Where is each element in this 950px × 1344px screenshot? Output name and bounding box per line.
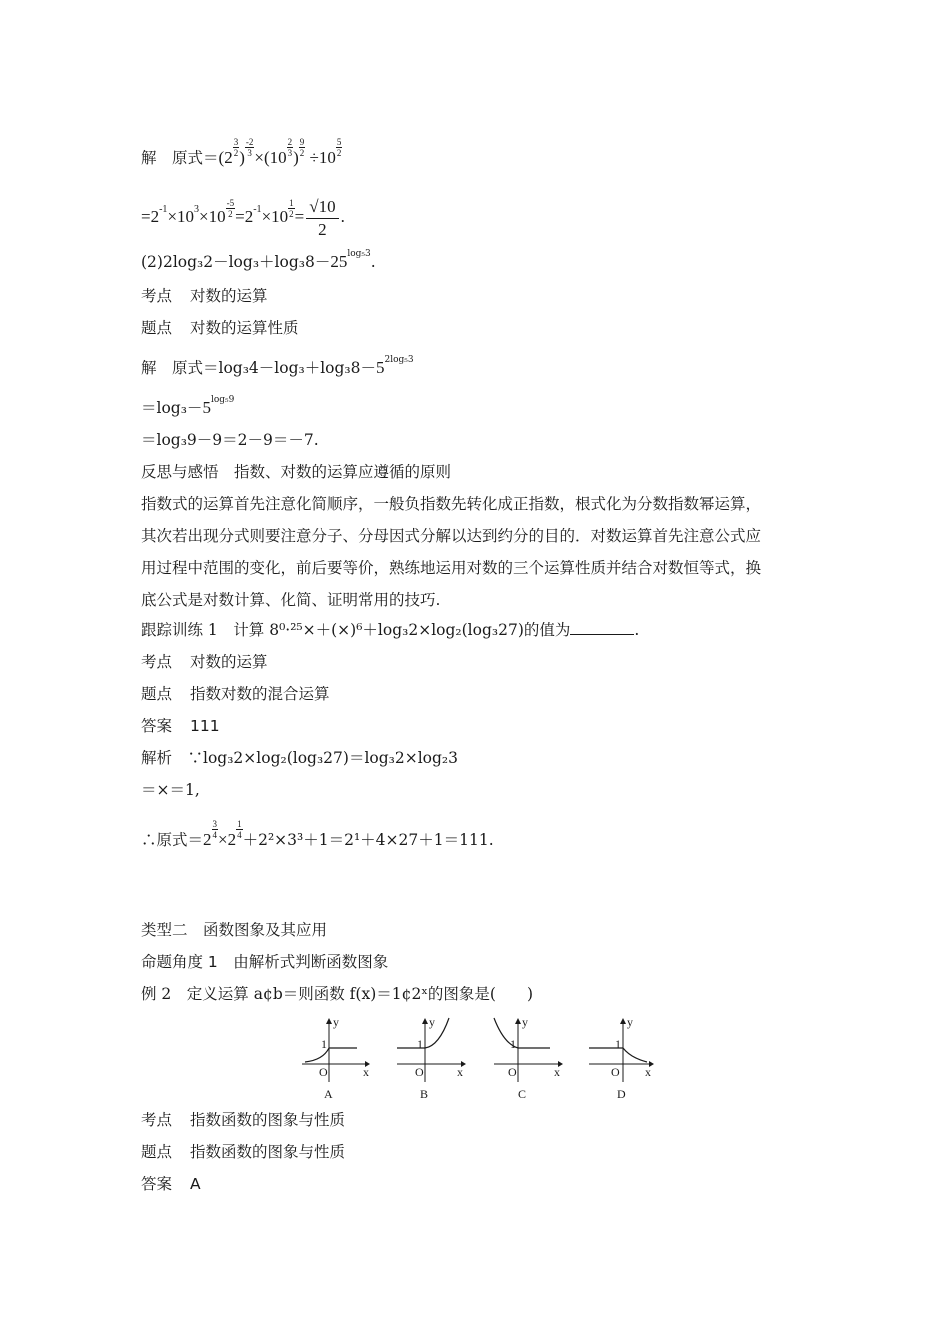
- solution-line-2: [141, 196, 345, 241]
- answer-blank: [570, 620, 634, 635]
- formula-2: $=2^{-1}\times 10^3\times 10$ $\frac{-5}{2}$ $=2^{-1}\times 10$ $\frac{1}{2}$ = $\frac{√10}{2}$ .: [141, 197, 345, 239]
- graph-a-label: A: [324, 1087, 333, 1101]
- tidian-2: 题点 指数对数的混合运算: [141, 685, 330, 703]
- reflection-heading: 反思与感悟 指数、对数的运算应遵循的原则: [141, 463, 452, 481]
- problem-2-line: $(2)2\log_32-\log_3+\log_38-25^{log_53}$.: [141, 249, 376, 271]
- solution-prefix: 解 原式＝: [141, 149, 219, 167]
- answer-1: 答案 111: [141, 717, 220, 735]
- graph-b: [397, 1015, 466, 1101]
- reflection-text-2: 其次若出现分式则要注意分子、分母因式分解以达到约分的目的．对数运算首先注意公式应: [141, 527, 762, 545]
- function-graphs: [297, 1014, 667, 1104]
- y-axis-label: y: [627, 1015, 633, 1029]
- analysis-line-1: 解析 ∵log₃2×log₂(log₃27)＝log₃2×log₂3: [141, 749, 459, 767]
- solution-2-line-1: 解 原式$=\log_34-\log_3+\log_38-5^{2log_53}$: [141, 355, 414, 377]
- solution-line-1: [141, 136, 342, 170]
- one-label: 1: [510, 1037, 516, 1051]
- formula-3: 2 $\frac{3}{4}$ ×2 $\frac{1}{4}$: [203, 818, 242, 849]
- section-heading-type2: 类型二 函数图象及其应用: [141, 921, 328, 939]
- x-axis-label: x: [457, 1065, 463, 1079]
- answer-2: 答案 A: [141, 1175, 201, 1193]
- graph-c: [494, 1015, 563, 1101]
- one-label: 1: [417, 1037, 423, 1051]
- subsection-angle-1: 命题角度 1 由解析式判断函数图象: [141, 953, 389, 971]
- y-axis-label: y: [429, 1015, 435, 1029]
- graph-b-label: B: [420, 1087, 429, 1101]
- reflection-text-3: 用过程中范围的变化，前后要等价，熟练地运用对数的三个运算性质并结合对数恒等式，换: [141, 559, 762, 577]
- tidian-3: 题点 指数函数的图象与性质: [141, 1143, 346, 1161]
- origin-label: O: [319, 1065, 328, 1079]
- graph-c-label: C: [518, 1087, 527, 1101]
- solution-2-line-3: ＝log₃9－9＝2－9＝－7.: [141, 431, 319, 449]
- kaodian-1: 考点 对数的运算: [141, 287, 268, 305]
- practice-1: 跟踪训练 1 计算 8⁰·²⁵×＋(×)⁶＋log₃2×log₂(log₃27)的值为 .: [141, 621, 640, 639]
- y-axis-label: y: [522, 1015, 528, 1029]
- y-axis-label: y: [333, 1015, 339, 1029]
- solution-2-line-2: $=\log_3-5^{log_59}$: [141, 395, 235, 417]
- example-2: 例 2 定义运算 a¢b＝则函数 f(x)＝1¢2ˣ的图象是( ): [141, 985, 533, 1003]
- formula-1: (2 $\frac{3}{2}$ ) $\frac{-2}{3}$ ×(10 $\frac{2}{3}$ ) $\frac{9}{2}$ ÷10 $\frac{5}{2}$: [218, 136, 342, 167]
- one-label: 1: [321, 1037, 327, 1051]
- tidian-1: 题点 对数的运算性质: [141, 319, 299, 337]
- x-axis-label: x: [554, 1065, 560, 1079]
- origin-label: O: [611, 1065, 620, 1079]
- x-axis-label: x: [363, 1065, 369, 1079]
- kaodian-3: 考点 指数函数的图象与性质: [141, 1111, 346, 1129]
- x-axis-label: x: [645, 1065, 651, 1079]
- origin-label: O: [508, 1065, 517, 1079]
- kaodian-2: 考点 对数的运算: [141, 653, 268, 671]
- analysis-line-3: ∴原式＝2 $\frac{3}{4}$ ×2 $\frac{1}{4}$ ＋2²×3³＋1＝2¹＋4×27＋1＝111.: [141, 818, 494, 849]
- graph-a: [302, 1015, 370, 1101]
- origin-label: O: [415, 1065, 424, 1079]
- graph-d: [589, 1015, 654, 1101]
- one-label: 1: [615, 1037, 621, 1051]
- reflection-text-4: 底公式是对数计算、化简、证明常用的技巧.: [141, 591, 441, 609]
- reflection-text-1: 指数式的运算首先注意化简顺序，一般负指数先转化成正指数，根式化为分数指数幂运算，: [141, 495, 762, 513]
- analysis-line-2: ＝×＝1,: [141, 781, 200, 799]
- graph-d-label: D: [617, 1087, 626, 1101]
